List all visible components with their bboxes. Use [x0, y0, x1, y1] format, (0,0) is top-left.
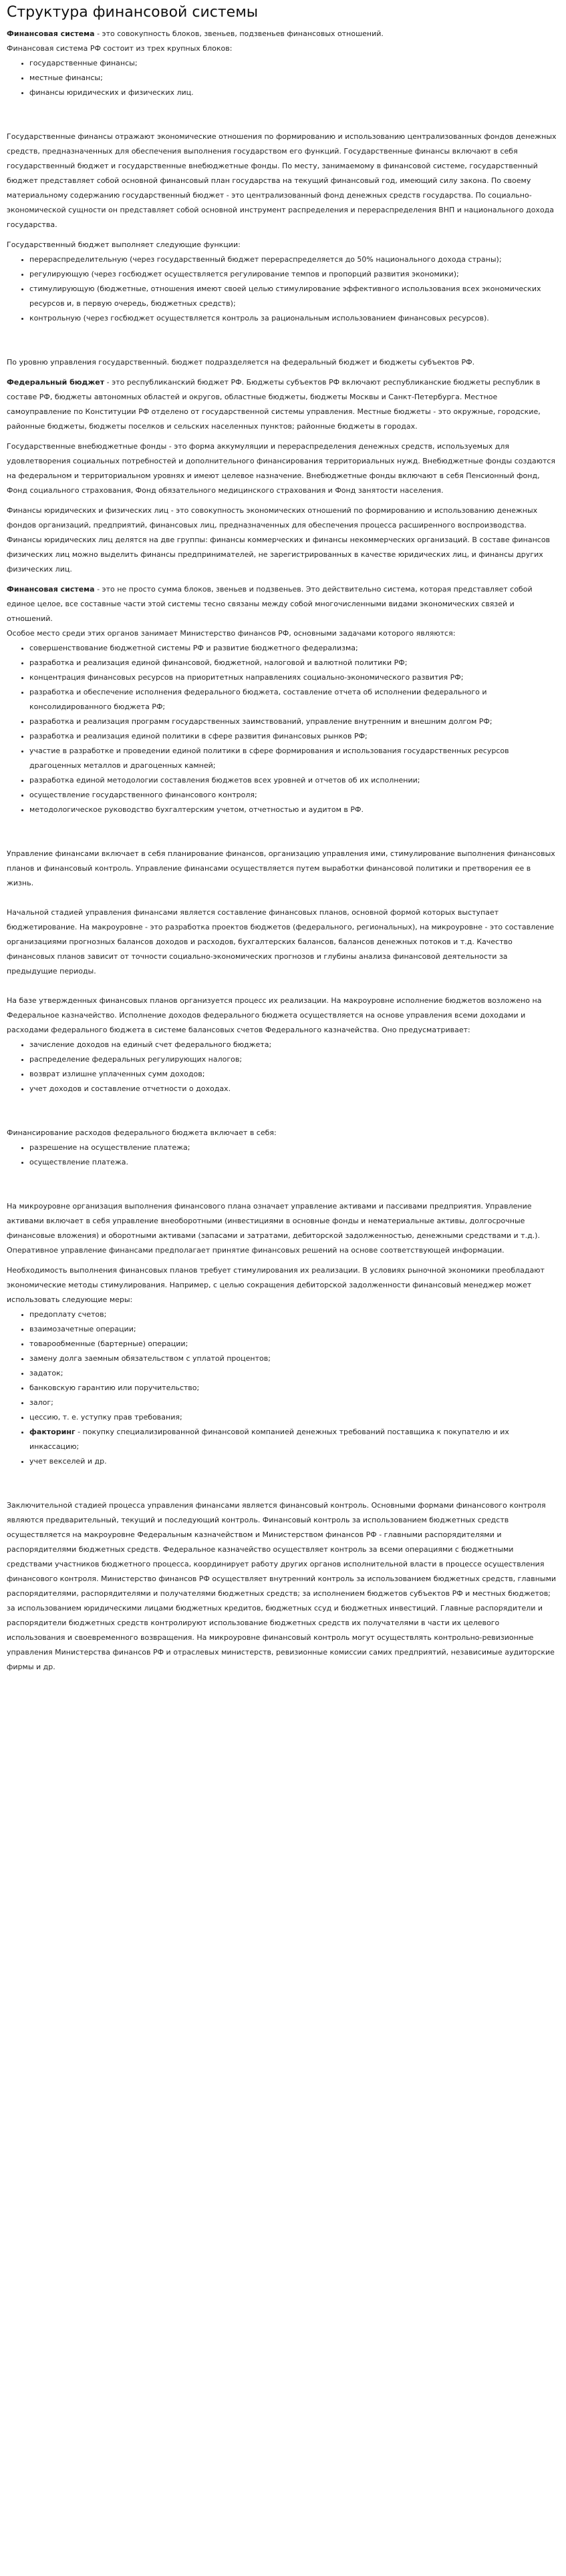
list-item: • методологическое руководство бухгалтерским учетом, отчетностью и аудитом в РФ. [29, 803, 559, 817]
list-item: • возврат излишне уплаченных сумм доходов; [29, 1067, 559, 1082]
spacer [7, 1096, 559, 1126]
list-item: • совершенствование бюджетной системы РФ и развитие бюджетного федерализма; [29, 641, 559, 656]
term-highlight: Финансовая система [7, 29, 95, 38]
list-item: • разработка и реализация единой политики в сфере развития финансовых рынков РФ; [29, 729, 559, 744]
paragraph-text: банковскую гарантию или поручительство; [29, 1383, 200, 1392]
list-item [29, 1454, 559, 1469]
list-item: • перераспределительную (через государственный бюджет перераспределяется до 50% национального дохода страны); [29, 252, 559, 267]
list-item: • регулирующую (через госбюджет осуществляется регулирование темпов и пропорций развития экономики); [29, 267, 559, 282]
paragraph-text: взаимозачетные операции; [29, 1325, 136, 1333]
spacer [7, 370, 559, 375]
spacer [7, 100, 559, 130]
list-item: • местные финансы; [29, 71, 559, 85]
bullet-list [7, 1307, 559, 1469]
paragraph [7, 27, 559, 41]
paragraph [7, 1126, 559, 1140]
spacer [7, 577, 559, 582]
list-item: • осуществление государственного финансового контроля; [29, 788, 559, 803]
list-item: • осуществление платежа. [29, 1155, 559, 1170]
list-item: • финансы юридических и физических лиц. [29, 85, 559, 100]
paragraph-text: залог; [29, 1398, 53, 1407]
list-item: • разработка и обеспечение исполнения федерального бюджета, составление отчета об исполнении федерального и консолидированного бюджета РФ; [29, 685, 559, 714]
paragraph-text: Особое место среди этих органов занимает Министерство финансов РФ, основными задачами которого являются: [7, 629, 456, 638]
paragraph [7, 503, 559, 577]
list-item [29, 1351, 559, 1366]
list-item: • разработка и реализация программ государственных заимствований, управление внутренним и внешним долгом РФ; [29, 714, 559, 729]
list-item: • стимулирующую (бюджетные, отношения имеют своей целью стимулирование эффективного использования всех экономических ресурсов и, в первую очередь, бюджетных средств); [29, 282, 559, 311]
paragraph-text: учет векселей и др. [29, 1457, 107, 1466]
paragraph-text: предоплату счетов; [29, 1310, 107, 1319]
paragraph [7, 847, 559, 891]
spacer [7, 232, 559, 238]
paragraph-text: Необходимость выполнения финансовых планов требует стимулирования их реализации. В условиях рыночной экономики преобладают экономические методы стимулирования. Например, с целью сокращения дебиторской задолженности финансовый менеджер может использовать следующие меры: [7, 1266, 545, 1304]
spacer [7, 1170, 559, 1199]
page-title: Структура финансовой системы [7, 4, 259, 21]
paragraph-text: Заключительной стадией процесса управления финансами является финансовый контроль. Основными формами финансового контроля являются предварительный, текущий и последующий контроль. Финансовый контроль за использованием бюджетных средств осуществляется на макроуровне Федеральным казначейством и Министерством финансов РФ - главными распорядителями и распорядителями бюджетных средств. Федеральное казначейство осуществляет контроль за всеми операциями с бюджетными средствами участников бюджетного процесса, координирует работу других органов исполнительной власти в процессе осуществления финансового контроля. Министерство финансов РФ осуществляет внутренний контроль за использованием бюджетных средств, главными распорядителями, распорядителями и получателями бюджетных средств; за исполнением бюджетов субъектов РФ и местных бюджетов; за использованием юридическими лицами бюджетных кредитов, бюджетных ссуд и бюджетных инвестиций. Главные распорядители и распорядители бюджетных средств контролируют использование бюджетных средств их получателями в части их целевого использования и своевременного возвращения. На микроуровне финансовый контроль могут осуществлять контрольно-ревизионные управления Министерства финансов РФ и отраслевых министерств, ревизионные комиссии самих предприятий, независимые аудиторские фирмы и др. [7, 1501, 557, 1671]
bullet-list [7, 641, 559, 817]
paragraph [7, 626, 559, 641]
list-item: • контрольную (через госбюджет осуществляется контроль за рациональным использованием финансовых ресурсов). [29, 311, 559, 326]
paragraph [7, 375, 559, 434]
list-item [29, 1337, 559, 1351]
spacer [7, 891, 559, 905]
paragraph [7, 905, 559, 979]
paragraph-text: Финансирование расходов федерального бюджета включает в себя: [7, 1128, 277, 1137]
spacer [7, 817, 559, 847]
list-item: • разрешение на осуществление платежа; [29, 1140, 559, 1155]
list-item [29, 1425, 559, 1454]
list-item: • распределение федеральных регулирующих налогов; [29, 1052, 559, 1067]
bullet-list [7, 252, 559, 326]
bullet-list [7, 56, 559, 100]
spacer [7, 434, 559, 439]
paragraph [7, 1199, 559, 1258]
bullet-list [7, 1140, 559, 1170]
term-highlight: Финансовая система [7, 585, 95, 594]
paragraph [7, 1263, 559, 1307]
list-item [29, 1322, 559, 1337]
document-body [7, 27, 559, 1675]
paragraph-text: - это не просто сумма блоков, звеньев и подзвеньев. Это действительно система, которая представляет собой единое целое, все составные части этой системы тесно связаны между собой многочисленными видами экономических связей и отношений. [7, 585, 533, 623]
paragraph-text: Начальной стадией управления финансами является составление финансовых планов, основной формой которых выступает бюджетирование. На макроуровне - это разработка проектов бюджетов (федерального, региональных), на микроуровне - это составление организациями прогнозных балансов доходов и расходов, бухгалтерских балансов, балансов денежных потоков и т.д. Качество финансовых планов зависит от точности социально-экономических прогнозов и глубины анализа финансовой деятельности за предыдущие периоды. [7, 908, 555, 976]
paragraph-text: замену долга заемным обязательством с уплатой процентов; [29, 1354, 271, 1363]
paragraph [7, 994, 559, 1038]
list-item [29, 1381, 559, 1396]
spacer [7, 1469, 559, 1498]
list-item: • государственные финансы; [29, 56, 559, 71]
term-highlight: Федеральный бюджет [7, 378, 105, 387]
paragraph-text: По уровню управления государственный. бюджет подразделяется на федеральный бюджет и бюджеты субъектов РФ. [7, 358, 475, 367]
paragraph [7, 41, 559, 56]
paragraph-text: товарообменные (бартерные) операции; [29, 1339, 188, 1348]
paragraph-text: задаток; [29, 1369, 63, 1377]
paragraph [7, 582, 559, 626]
paragraph [7, 439, 559, 498]
paragraph-text: - это республиканский бюджет РФ. Бюджеты субъектов РФ включают республиканские бюджеты республик в составе РФ, бюджеты автономных областей и округов, областные бюджеты, бюджеты Москвы и Санкт-Петербурга. Местное самоуправление по Конституции РФ отделено от государственной системы управления. Местные бюджеты - это окружные, городские, районные бюджеты, бюджеты поселков и сельских населенных пунктов; районные бюджеты в городах. [7, 378, 541, 431]
paragraph-text: Государственные внебюджетные фонды - это форма аккумуляции и перераспределения денежных средств, используемых для удовлетворения социальных потребностей и дополнительного финансирования территориальных нужд. Внебюджетные фонды создаются на федеральном и территориальном уровнях и имеют целевое назначение. Внебюджетные фонды включают в себя Пенсионный фонд, Фонд социального страхования, Фонд обязательного медицинского страхования и Фонд занятости населения. [7, 442, 556, 495]
list-item: • разработка единой методологии составления бюджетов всех уровней и отчетов об их исполнении; [29, 773, 559, 788]
paragraph-text: На микроуровне организация выполнения финансового плана означает управление активами и пассивами предприятия. Управление активами включает в себя управление внеоборотными (инвестициями в основные фонды и нематериальные активы, долгосрочные финансовые вложения) и оборотными активами (запасами и затратами, дебиторской задолженностью, денежными средствами и т.д.). Оперативное управление финансами предполагает принятие финансовых решений на основе соответствующей информации. [7, 1202, 540, 1255]
paragraph [7, 355, 559, 370]
list-item [29, 1307, 559, 1322]
paragraph-text: Финансы юридических и физических лиц - это совокупность экономических отношений по формированию и использованию денежных фондов организаций, предприятий, финансовых лиц, предназначенных для обеспечения процесса расширенного воспроизводства. Финансы юридических лиц делятся на две группы: финансы коммерческих и финансы некоммерческих организаций. В составе финансов физических лиц можно выделить финансы предпринимателей, не зарегистрированных в качестве юридических лиц, и финансы других физических лиц. [7, 506, 551, 574]
paragraph-text: - это совокупность блоков, звеньев, подзвеньев финансовых отношений. [94, 29, 384, 38]
paragraph-text: Государственный бюджет выполняет следующие функции: [7, 240, 241, 249]
paragraph-text: - покупку специализированной финансовой компанией денежных требований поставщика к покупателю и их инкассацию; [29, 1428, 509, 1451]
list-item: • участие в разработке и проведении единой политики в сфере формирования и использования государственных ресурсов драгоценных металлов и драгоценных камней; [29, 744, 559, 773]
paragraph [7, 238, 559, 252]
bullet-list [7, 1038, 559, 1096]
spacer [7, 1258, 559, 1263]
list-item [29, 1396, 559, 1410]
spacer [7, 979, 559, 994]
paragraph-text: На базе утвержденных финансовых планов организуется процесс их реализации. На макроуровне исполнение бюджетов возложено на Федеральное казначейство. Исполнение доходов федерального бюджета осуществляется на основе управления всеми доходами и расходами федерального бюджета в системе балансовых счетов Федерального казначейства. Оно предусматривает: [7, 996, 542, 1034]
spacer [7, 498, 559, 503]
paragraph-text: Государственные финансы отражают экономические отношения по формированию и использованию централизованных фондов денежных средств, предназначенных для обеспечения выполнения государством его функций. Государственные финансы включают в себя государственный бюджет и государственные внебюджетные фонды. По месту, занимаемому в финансовой системе, государственный бюджет представляет собой основной финансовый план государства на текущий финансовый год, имеющий силу закона. По своему материальному содержанию государственный бюджет - это централизованный фонд денежных средств государства. По социально-экономической сущности он представляет собой основной инструмент распределения и перераспределения ВНП и национального дохода государства. [7, 132, 557, 229]
list-item [29, 1410, 559, 1425]
list-item: • концентрация финансовых ресурсов на приоритетных направлениях социально-экономического развития РФ; [29, 670, 559, 685]
spacer [7, 326, 559, 355]
paragraph [7, 130, 559, 232]
paragraph [7, 1498, 559, 1675]
paragraph-text: Финансовая система РФ состоит из трех крупных блоков: [7, 44, 233, 53]
term-highlight: факторинг [29, 1428, 76, 1436]
list-item: • разработка и реализация единой финансовой, бюджетной, налоговой и валютной политики РФ; [29, 656, 559, 670]
list-item: • зачисление доходов на единый счет федерального бюджета; [29, 1038, 559, 1052]
list-item [29, 1366, 559, 1381]
paragraph-text: цессию, т. е. уступку прав требования; [29, 1413, 182, 1422]
list-item: • учет доходов и составление отчетности о доходах. [29, 1082, 559, 1096]
paragraph-text: Управление финансами включает в себя планирование финансов, организацию управления ими, стимулирование выполнения финансовых планов и финансовый контроль. Управление финансами осуществляется путем выработки финансовой политики и претворения ее в жизнь. [7, 849, 555, 887]
